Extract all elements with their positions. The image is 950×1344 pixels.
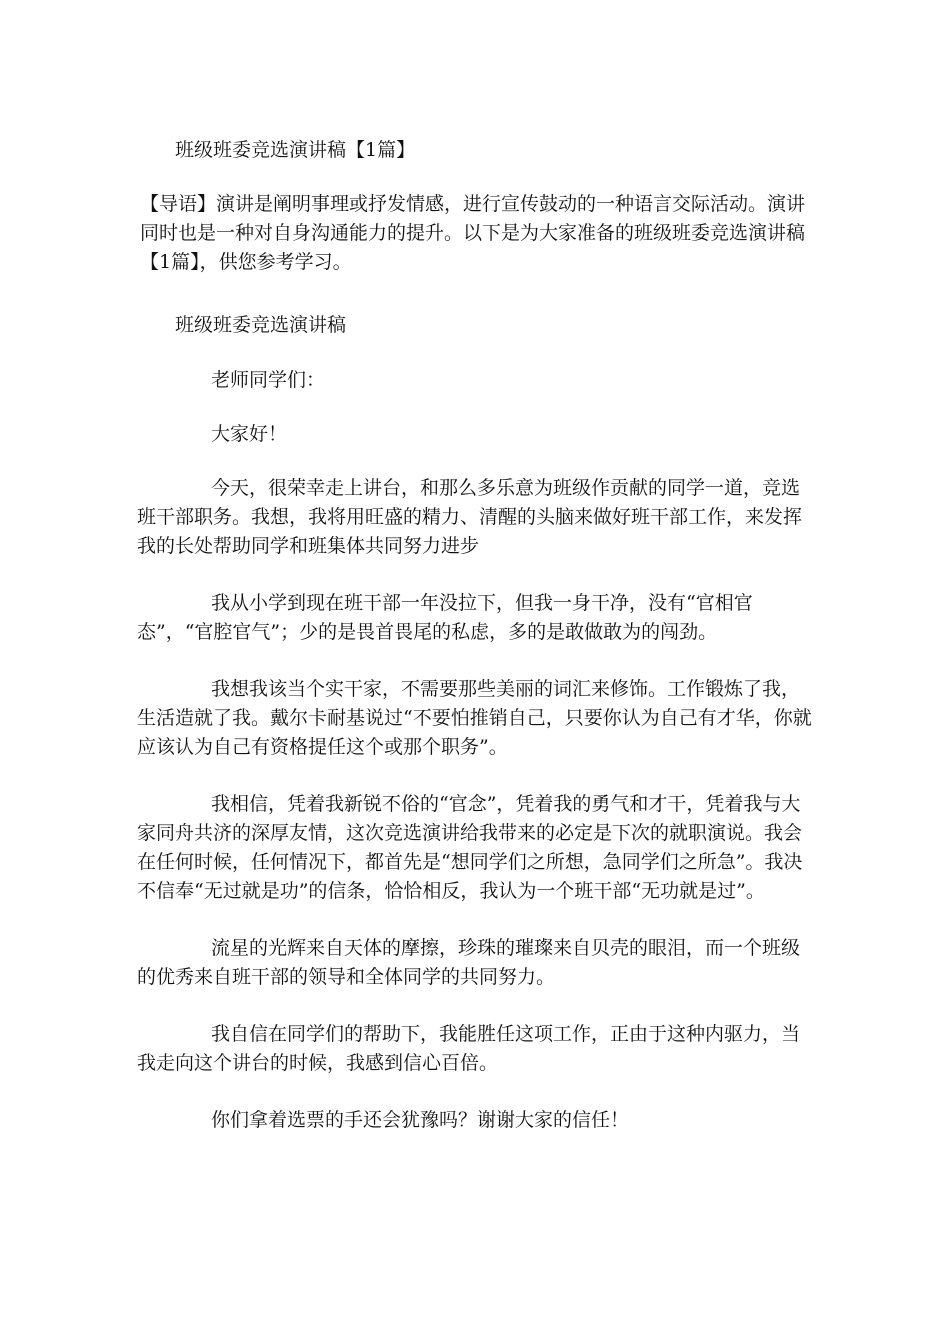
- greeting: 大家好！: [211, 423, 288, 445]
- salutation: 老师同学们：: [211, 369, 326, 391]
- body-paragraph: 今天，很荣幸走上讲台，和那么多乐意为班级作贡献的同学一道，竞选班干部职务。我想，我将用旺盛的精力、清醒的头脑来做好班干部工作，来发挥我的长处帮助同学和班集体共同努力进步: [137, 477, 803, 557]
- closing-paragraph: 你们拿着选票的手还会犹豫吗？谢谢大家的信任！: [211, 1109, 630, 1131]
- body-paragraph: 流星的光辉来自天体的摩擦，珍珠的璀璨来自贝壳的眼泪，而一个班级的优秀来自班干部的领导和全体同学的共同努力。: [137, 937, 801, 988]
- body-paragraph: 我想我该当个实干家，不需要那些美丽的词汇来修饰。工作锻炼了我，生活造就了我。戴尔卡耐基说过“不要怕推销自己，只要你认为自己有才华，你就应该认为自己有资格提任这个或那个职务”。: [137, 678, 812, 758]
- speech-body: [137, 366, 816, 1163]
- document-title: 班级班委竞选演讲稿【1篇】: [175, 139, 416, 161]
- intro-paragraph: 【导语】演讲是阐明事理或抒发情感，进行宣传鼓动的一种语言交际活动。演讲同时也是一种对自身沟通能力的提升。以下是为大家准备的班级班委竞选演讲稿【1篇】，供您参考学习。: [140, 193, 806, 273]
- speech-title: 班级班委竞选演讲稿: [175, 314, 347, 336]
- body-paragraph: 我从小学到现在班干部一年没拉下，但我一身干净，没有“官相官态”，“官腔官气”；少的是畏首畏尾的私虑，多的是敢做敢为的闯劲。: [137, 592, 753, 643]
- body-paragraph: 我相信，凭着我新锐不俗的“官念”，凭着我的勇气和才干，凭着我与大家同舟共济的深厚友情，这次竞选演讲给我带来的必定是下次的就职演说。我会在任何时候，任何情况下，都首先是“想同学们之所想，急同学们之所急”。我决不信奉“无过就是功”的信条，恰恰相反，我认为一个班干部“无功就是过”。: [137, 793, 803, 902]
- body-paragraph: 我自信在同学们的帮助下，我能胜任这项工作，正由于这种内驱力，当我走向这个讲台的时候，我感到信心百倍。: [137, 1023, 801, 1074]
